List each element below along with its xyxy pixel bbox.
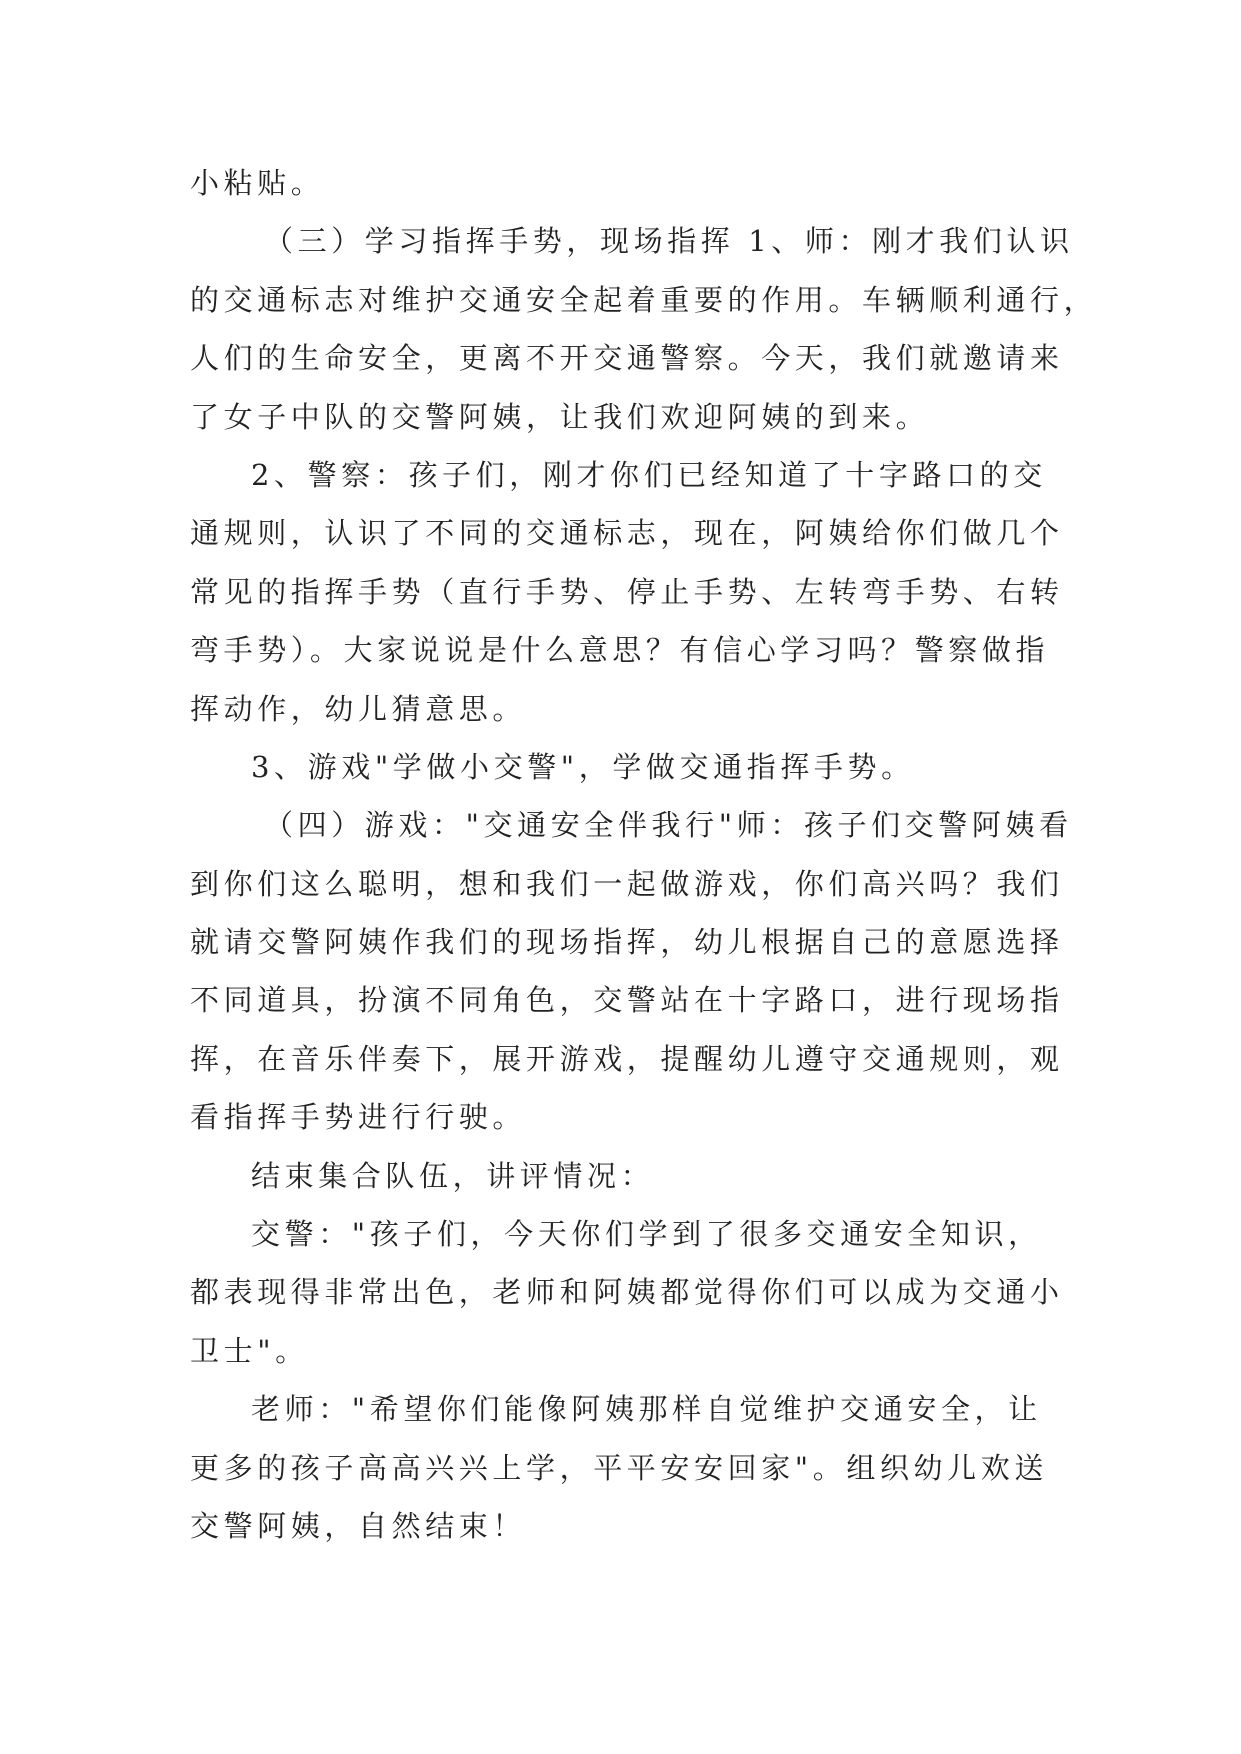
- text-line: 3、游戏"学做小交警"，学做交通指挥手势。: [251, 749, 915, 784]
- text-line: （四）游戏："交通安全伴我行"师：孩子们交警阿姨看: [264, 808, 1073, 843]
- text-line: 了女子中队的交警阿姨，让我们欢迎阿姨的到来。: [190, 399, 930, 434]
- text-line: （三）学习指挥手势，现场指挥 1、师：刚才我们认识: [264, 224, 1074, 259]
- text-line: 看指挥手势进行行驶。: [190, 1100, 527, 1135]
- text-line: 2、警察：孩子们，刚才你们已经知道了十字路口的交: [251, 457, 1047, 492]
- text-line: 交警阿姨，自然结束！: [190, 1508, 527, 1543]
- text-line: 卫士"。: [190, 1333, 309, 1368]
- text-line: 结束集合队伍，讲评情况：: [251, 1158, 655, 1193]
- text-line: 老师："希望你们能像阿姨那样自觉维护交通安全，让: [251, 1392, 1042, 1427]
- text-line: 常见的指挥手势（直行手势、停止手势、左转弯手势、右转: [190, 574, 1064, 609]
- text-line: 就请交警阿姨作我们的现场指挥，幼儿根据自己的意愿选择: [190, 925, 1064, 960]
- text-line: 挥，在音乐伴奏下，展开游戏，提醒幼儿遵守交通规则，观: [190, 1041, 1064, 1076]
- text-line: 更多的孩子高高兴兴上学，平平安安回家"。组织幼儿欢送: [190, 1450, 1048, 1485]
- text-line: 不同道具，扮演不同角色，交警站在十字路口，进行现场指: [190, 983, 1064, 1018]
- text-line: 都表现得非常出色，老师和阿姨都觉得你们可以成为交通小: [190, 1275, 1064, 1310]
- text-line: 交警："孩子们，今天你们学到了很多交通安全知识，: [251, 1217, 1042, 1252]
- text-line: 通规则，认识了不同的交通标志，现在，阿姨给你们做几个: [190, 516, 1064, 551]
- text-line: 的交通标志对维护交通安全起着重要的作用。车辆顺利通行，: [190, 282, 1098, 317]
- text-line: 人们的生命安全，更离不开交通警察。今天，我们就邀请来: [190, 341, 1064, 376]
- text-line: 到你们这么聪明，想和我们一起做游戏，你们高兴吗？我们: [190, 866, 1064, 901]
- text-line: 挥动作，幼儿猜意思。: [190, 691, 527, 726]
- body-text: [190, 154, 1098, 1555]
- text-line: 弯手势）。大家说说是什么意思？有信心学习吗？警察做指: [190, 633, 1050, 668]
- text-line: 小粘贴。: [190, 166, 325, 200]
